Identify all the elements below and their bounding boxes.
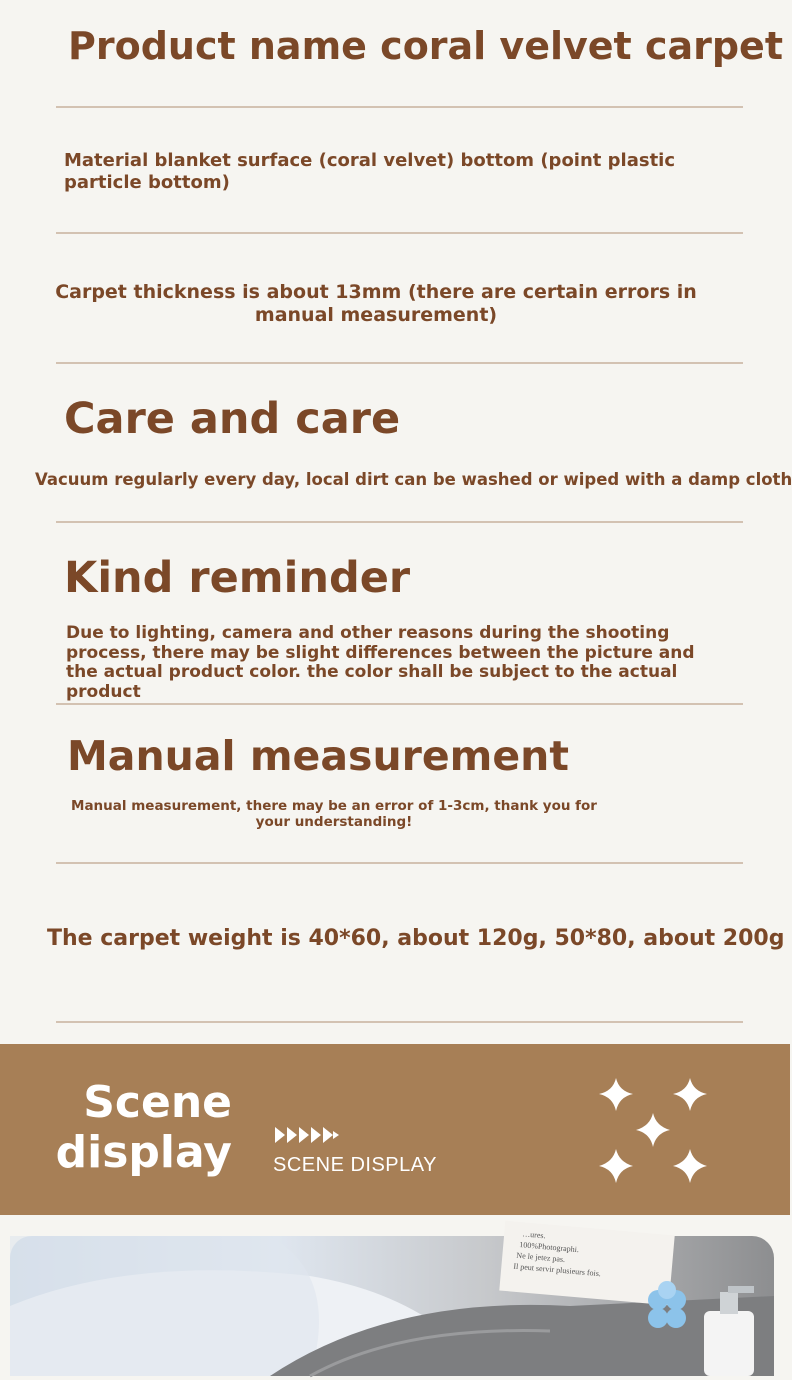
triple-arrow-right-icon [275,1126,341,1144]
svg-text:…ures.: …ures. [521,1229,546,1241]
divider [56,362,743,364]
divider [56,106,743,108]
scene-title-line2: display [55,1127,232,1178]
measure-heading: Manual measurement [67,732,569,780]
divider [56,521,743,523]
care-heading: Care and care [64,394,401,444]
weight-text: The carpet weight is 40*60, about 120g, 50*80, about 200g [47,926,785,951]
paper-card [499,1221,674,1306]
bathroom-scene-illustration [10,1229,774,1376]
scene-banner [0,1044,790,1215]
svg-text:Il peut servir plusieurs fois.: Il peut servir plusieurs fois. [513,1261,602,1279]
scene-title-line1: Scene [83,1077,232,1128]
scene-subtitle: SCENE DISPLAY [273,1154,437,1176]
product-name: Product name coral velvet carpet [68,24,783,68]
divider [56,1021,743,1023]
reminder-text: Due to lighting, camera and other reasons during the shooting process, there may be slight differences between the picture and the actual product color. the color shall be subject to the actual product [66,623,695,702]
scene-title [40,1078,232,1178]
material-text: Material blanket surface (coral velvet) bottom (point plastic particle bottom) [64,150,676,193]
svg-text:Ne le jetez pas.: Ne le jetez pas. [516,1250,566,1265]
sparkle-stars-icon [596,1074,712,1186]
divider [56,232,743,234]
scene-photo [10,1229,774,1376]
care-text: Vacuum regularly every day, local dirt can be washed or wiped with a damp cloth [35,470,792,489]
divider [56,703,743,705]
svg-text:100%Photographi.: 100%Photographi. [518,1240,580,1255]
divider [56,862,743,864]
measure-text: Manual measurement, there may be an error of 1-3cm, thank you for your understanding! [71,798,597,830]
thickness-text: Carpet thickness is about 13mm (there are certain errors in manual measurement) [55,281,697,326]
reminder-heading: Kind reminder [64,553,411,603]
